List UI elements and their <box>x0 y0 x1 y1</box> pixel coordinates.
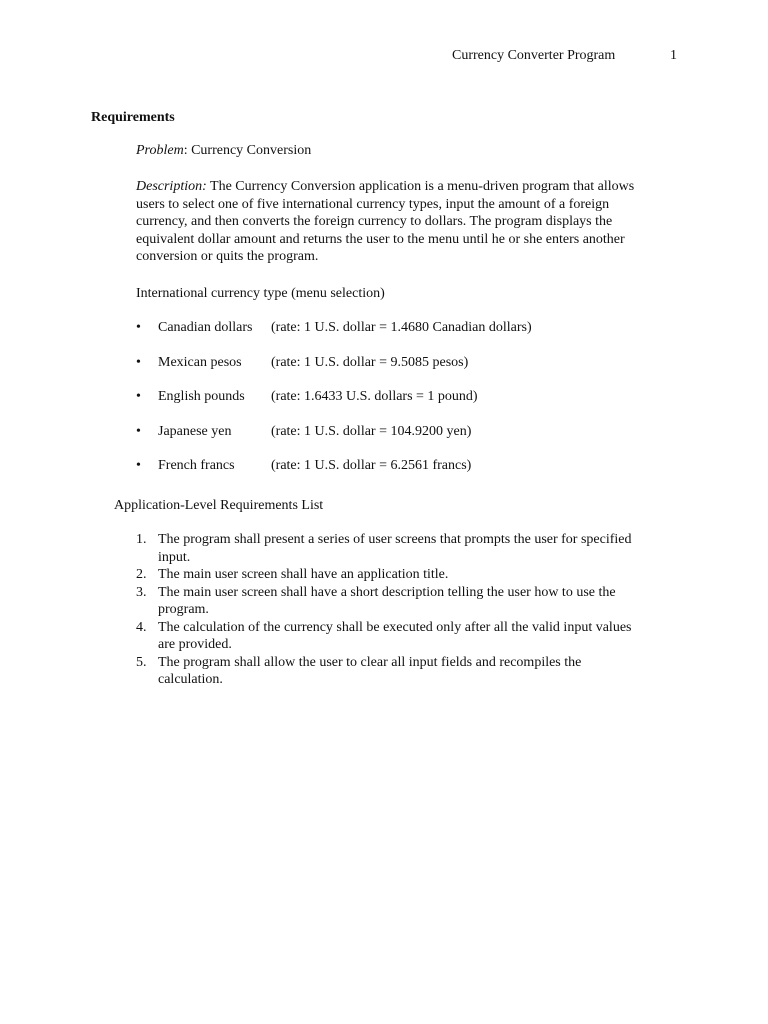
item-number: 1. <box>136 532 147 547</box>
list-item <box>136 584 696 619</box>
currency-rate: (rate: 1 U.S. dollar = 9.5085 pesos) <box>271 354 469 370</box>
currency-rate: (rate: 1 U.S. dollar = 6.2561 francs) <box>271 458 472 474</box>
description-line-3: currency, and then converts the foreign currency to dollars. The program displays the <box>136 214 613 229</box>
problem-statement <box>136 143 311 159</box>
item-number: 5. <box>136 654 147 670</box>
currency-rate: (rate: 1 U.S. dollar = 1.4680 Canadian dollars) <box>271 320 532 335</box>
list-item <box>136 654 696 689</box>
problem-value: Currency Conversion <box>191 143 312 158</box>
bullet-icon: • <box>136 354 141 370</box>
problem-separator: : <box>183 143 192 158</box>
item-text: program. <box>158 602 209 617</box>
description-line-1 <box>136 178 676 196</box>
item-number: 4. <box>136 619 147 635</box>
running-head-title: Currency Converter Program <box>452 48 616 63</box>
currency-menu-heading: International currency type (menu selection) <box>136 286 385 301</box>
item-number: 3. <box>136 584 147 600</box>
description-text-1: The Currency Conversion application is a menu-driven program that allows <box>210 179 635 194</box>
list-item <box>136 619 696 654</box>
item-text: calculation. <box>158 672 223 687</box>
item-text: input. <box>158 549 191 565</box>
bullet-icon: • <box>136 458 141 474</box>
item-text: The main user screen shall have a short description telling the user how to use the <box>158 584 616 600</box>
app-requirements-heading: Application-Level Requirements List <box>114 498 324 513</box>
item-text: The program shall present a series of user screens that prompts the user for specified <box>158 532 632 547</box>
list-item <box>136 458 696 493</box>
problem-label: Problem <box>136 143 184 158</box>
currency-name: French francs <box>158 458 235 474</box>
description-label: Description: <box>136 179 207 194</box>
list-item <box>136 424 696 459</box>
list-item <box>136 566 696 584</box>
description-paragraph <box>136 178 676 266</box>
list-item <box>136 320 696 355</box>
description-line-2: users to select one of five international currency types, input the amount of a foreign <box>136 196 610 212</box>
requirements-list <box>136 531 696 689</box>
item-text: The program shall allow the user to clear all input fields and recompiles the <box>158 654 582 670</box>
currency-list <box>136 320 696 493</box>
currency-name: Japanese yen <box>158 423 232 439</box>
description-line-5: conversion or quits the program. <box>136 249 319 264</box>
bullet-icon: • <box>136 320 141 335</box>
bullet-icon: • <box>136 423 141 439</box>
currency-name: Canadian dollars <box>158 320 253 335</box>
currency-name: Mexican pesos <box>158 354 242 370</box>
item-text: The calculation of the currency shall be executed only after all the valid input values <box>158 619 632 635</box>
item-text: The main user screen shall have an application title. <box>158 567 449 582</box>
item-text: are provided. <box>158 637 232 652</box>
list-item <box>136 531 696 566</box>
bullet-icon: • <box>136 389 141 405</box>
page-number: 1 <box>670 48 677 63</box>
list-item <box>136 355 696 390</box>
currency-name: English pounds <box>158 389 245 405</box>
item-number: 2. <box>136 567 147 582</box>
section-heading: Requirements <box>91 110 175 125</box>
currency-rate: (rate: 1 U.S. dollar = 104.9200 yen) <box>271 423 472 439</box>
list-item <box>136 389 696 424</box>
currency-rate: (rate: 1.6433 U.S. dollars = 1 pound) <box>271 389 478 405</box>
description-line-4: equivalent dollar amount and returns the user to the menu until he or she enters another <box>136 231 625 247</box>
